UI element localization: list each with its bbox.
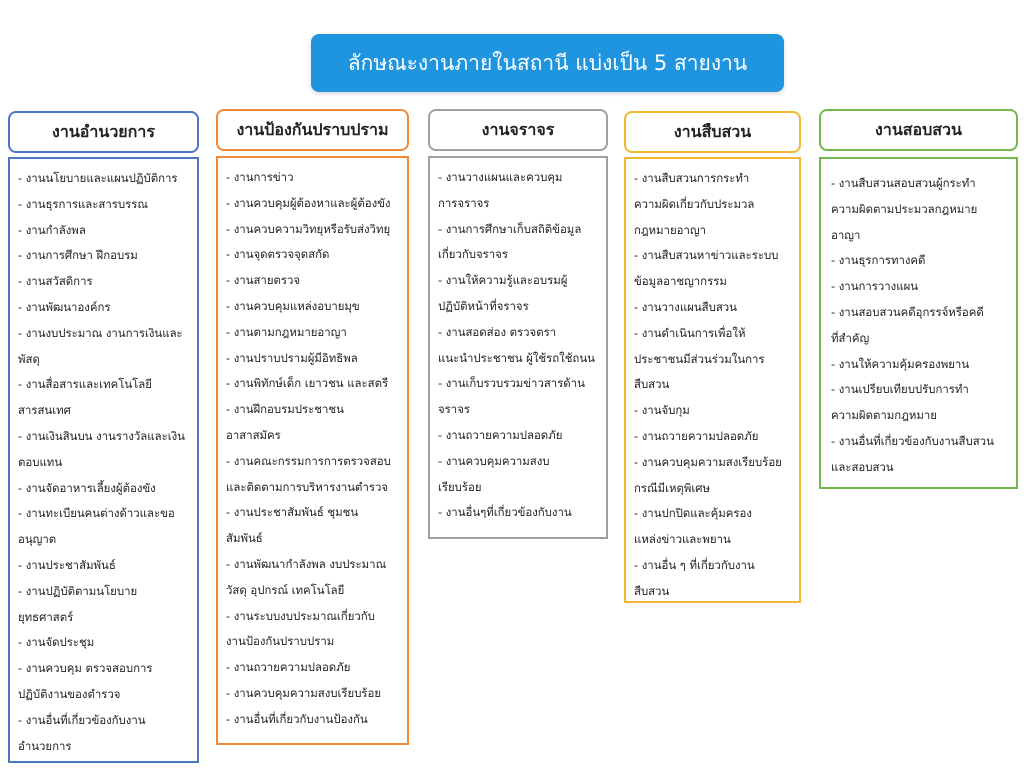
- list-item: - งานถวายความปลอดภัย: [226, 660, 351, 675]
- list-administration: [8, 157, 199, 763]
- list-item: - งานอื่นที่เกี่ยวข้องกับงานสืบสวน และสอบสวน: [831, 433, 994, 474]
- list-item: - งานเปรียบเทียบปรับการทำ ความผิดตามกฎหมาย: [831, 382, 969, 423]
- list-item: - งานอื่น ๆ ที่เกี่ยวกับงาน สืบสวน: [634, 557, 755, 598]
- list-item: - งานปกปิดและคุ้มครอง แหล่งข่าวและพยาน: [634, 506, 752, 547]
- list-item: - งานถวายความปลอดภัย: [634, 428, 759, 443]
- list-item: - งานวางแผนและควบคุม การจราจร: [438, 170, 563, 210]
- list-item: - งานเก็บรวบรวมข่าวสารด้าน จราจร: [438, 376, 585, 417]
- list-item: - งานกำลังพล: [18, 222, 86, 237]
- list-item: - งานพิทักษ์เด็ก เยาวชน และสตรี: [226, 376, 389, 391]
- list-item: - งานธุรการและสารบรรณ: [18, 196, 148, 211]
- header-traffic: งานจราจร: [428, 109, 608, 151]
- diagram-title: ลักษณะงานภายในสถานี แบ่งเป็น 5 สายงาน: [311, 34, 784, 92]
- list-item: - งานประชาสัมพันธ์: [18, 557, 116, 572]
- list-item: - งานสืบสวนการกระทำ ความผิดเกี่ยวกับประมวล กฎหมายอาญา: [634, 171, 755, 237]
- list-item: - งานจัดอาหารเลี้ยงผู้ต้องขัง: [18, 480, 156, 495]
- list-item: - งานตามกฎหมายอาญา: [226, 324, 347, 339]
- list-item: - งานการศึกษา ฝึกอบรม: [18, 248, 138, 263]
- list-crime-prevention: [216, 156, 409, 745]
- header-administration: งานอำนวยการ: [8, 111, 199, 153]
- list-item: - งานพัฒนากำลังพล งบประมาณ วัสดุ อุปกรณ์ เทคโนโลยี: [226, 556, 387, 597]
- list-item: - งานการศึกษาเก็บสถิติข้อมูล เกี่ยวกับจราจร: [438, 221, 582, 262]
- list-inquiry: [819, 157, 1018, 489]
- list-item: - งานปราบปรามผู้มีอิทธิพล: [226, 350, 358, 365]
- list-item: - งานการข่าว: [226, 170, 294, 184]
- list-item: - งานสอบสวนคดีอุกรรจ์หรือคดี ที่สำคัญ: [831, 304, 984, 345]
- list-item: - งานสวัสดิการ: [18, 274, 93, 289]
- list-item: - งานนโยบายและแผนปฏิบัติการ: [18, 171, 178, 185]
- list-item: - งานสืบสวนสอบสวนผู้กระทำ ความผิดตามประมวลกฎหมาย อาญา: [831, 176, 978, 242]
- header-inquiry: งานสอบสวน: [819, 109, 1018, 151]
- list-item: - งานควบคุมแหล่งอบายมุข: [226, 298, 360, 313]
- list-item: - งานวางแผนสืบสวน: [634, 299, 737, 314]
- list-item: - งานจัดประชุม: [18, 635, 95, 650]
- list-traffic: [428, 156, 608, 539]
- list-item: - งานควบคุมผู้ต้องหาและผู้ต้องขัง: [226, 195, 391, 210]
- list-item: - งานธุรการทางคดี: [831, 253, 926, 268]
- list-item: - งานพัฒนาองค์กร: [18, 299, 111, 314]
- list-item: - งานจุดตรวจจุดสกัด: [226, 247, 330, 262]
- list-item: - งานระบบงบประมาณเกี่ยวกับ งานป้องกันปราบปราม: [226, 608, 375, 649]
- list-item: - งานงบประมาณ งานการเงินและ พัสดุ: [18, 325, 183, 366]
- list-item: - งานสอดส่อง ตรวจตรา แนะนำประชาชน ผู้ใช้รถใช้ถนน: [438, 324, 595, 365]
- list-item: - งานสื่อสารและเทคโนโลยี สารสนเทศ: [18, 377, 152, 418]
- header-crime-prevention: งานป้องกันปราบปราม: [216, 109, 409, 151]
- list-item: - งานฝึกอบรมประชาชน อาสาสมัคร: [226, 402, 344, 442]
- header-investigation: งานสืบสวน: [624, 111, 801, 153]
- list-item: - งานดำเนินการเพื่อให้ ประชาชนมีส่วนร่วมในการ สืบสวน: [634, 325, 765, 392]
- list-item: - งานให้ความคุ้มครองพยาน: [831, 356, 970, 371]
- list-item: - งานควบคุม ตรวจสอบการ ปฏิบัติงานของตำรวจ: [18, 661, 153, 701]
- list-item: - งานอื่นที่เกี่ยวข้องกับงาน อำนวยการ: [18, 712, 146, 753]
- list-item: - งานอื่นที่เกี่ยวกับงานป้องกัน: [226, 711, 368, 726]
- list-item: - งานสืบสวนหาข่าวและระบบ ข้อมูลอาชญากรรม: [634, 248, 779, 289]
- list-item: - งานควบความวิทยุหรือรับส่งวิทยุ: [226, 221, 391, 236]
- list-item: - งานเงินสินบน งานรางวัลและเงิน ตอบแทน: [18, 428, 185, 469]
- list-item: - งานควบคุมความสงบเรียบร้อย: [226, 685, 382, 700]
- list-item: - งานจับกุม: [634, 403, 690, 418]
- list-item: - งานทะเบียนคนต่างด้าวและขอ อนุญาต: [18, 506, 175, 547]
- list-investigation: [624, 157, 801, 603]
- list-item: - งานควบคุมความสงเรียบร้อย กรณีมีเหตุพิเศษ: [634, 454, 782, 495]
- list-item: - งานควบคุมความสงบ เรียบร้อย: [438, 453, 550, 494]
- list-item: - งานให้ความรู้และอบรมผู้ ปฏิบัติหน้าที่จราจร: [438, 273, 568, 313]
- list-item: - งานการวางแผน: [831, 279, 919, 294]
- list-item: - งานคณะกรรมการการตรวจสอบ และติดตามการบริหารงานตำรวจ: [226, 453, 391, 494]
- list-item: - งานอื่นๆที่เกี่ยวข้องกับงาน: [438, 505, 572, 520]
- list-item: - งานสายตรวจ: [226, 273, 301, 288]
- list-item: - งานปฏิบัติตามนโยบาย ยุทธศาสตร์: [18, 583, 138, 624]
- list-item: - งานถวายความปลอดภัย: [438, 427, 563, 442]
- list-item: - งานประชาสัมพันธ์ ชุมชน สัมพันธ์: [226, 505, 359, 546]
